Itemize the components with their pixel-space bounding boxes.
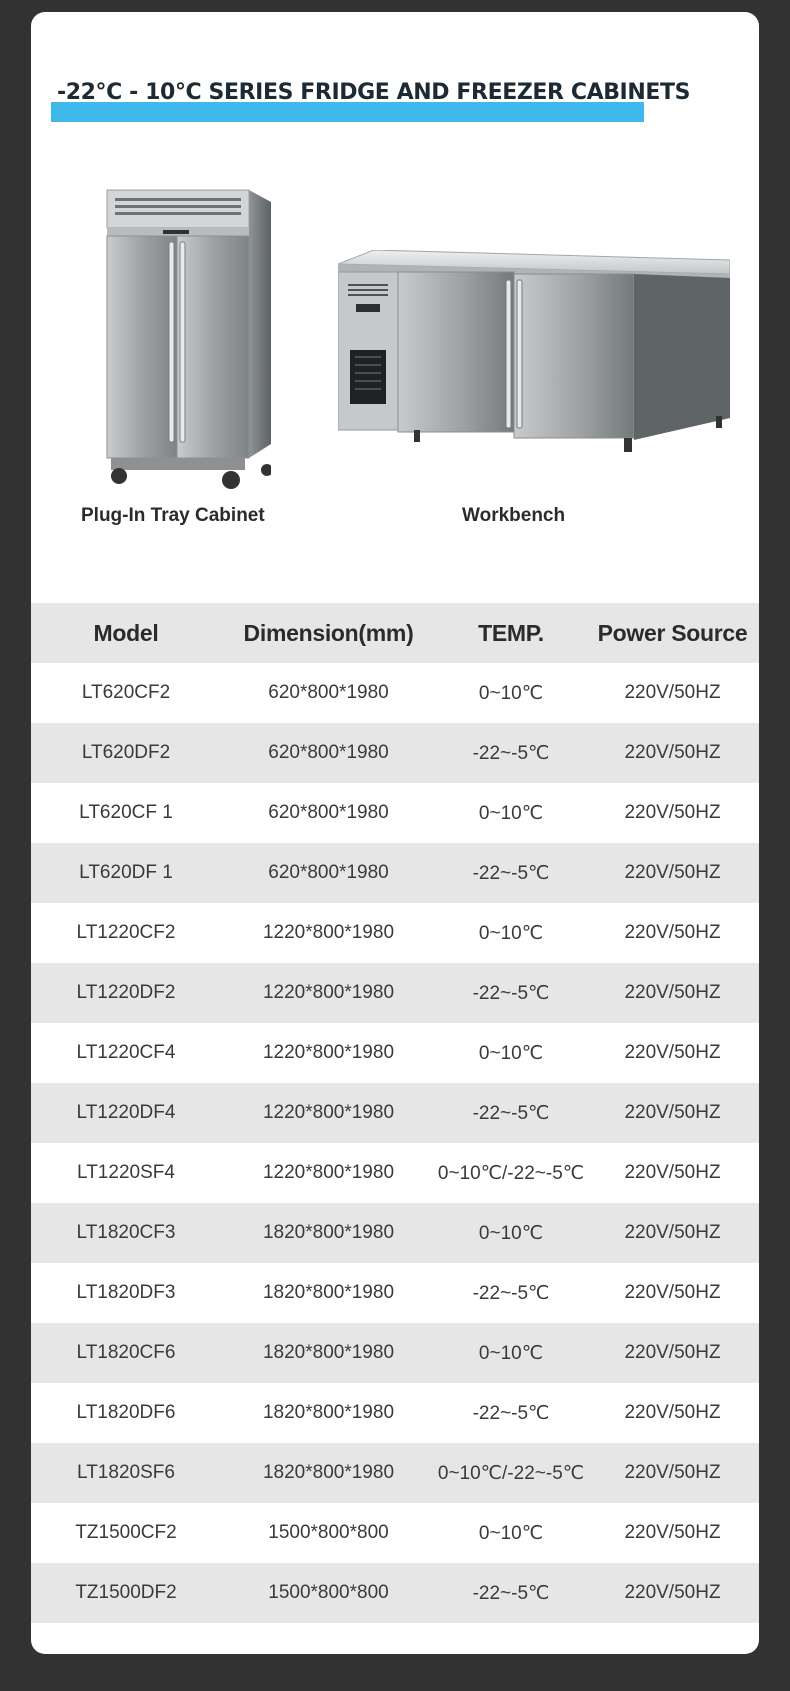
cell-dimension: 620*800*1980	[221, 723, 436, 783]
cell-model: LT620CF 1	[31, 783, 221, 843]
cell-temp: 0~10℃	[436, 663, 586, 723]
cell-power-source: 220V/50HZ	[586, 1563, 759, 1623]
table-row	[31, 663, 759, 723]
table-row	[31, 963, 759, 1023]
cell-dimension: 1820*800*1980	[221, 1263, 436, 1323]
table-row	[31, 1083, 759, 1143]
title-block	[51, 78, 690, 108]
cell-dimension: 1820*800*1980	[221, 1203, 436, 1263]
table-row	[31, 723, 759, 783]
header-temp: TEMP.	[436, 603, 586, 663]
cell-temp: -22~-5℃	[436, 723, 586, 783]
spec-table	[31, 603, 759, 1623]
cell-power-source: 220V/50HZ	[586, 723, 759, 783]
cell-dimension: 1820*800*1980	[221, 1383, 436, 1443]
cell-power-source: 220V/50HZ	[586, 663, 759, 723]
cell-temp: 0~10℃/-22~-5℃	[436, 1443, 586, 1503]
header-model: Model	[31, 603, 221, 663]
product-caption-tray-cabinet: Plug-In Tray Cabinet	[81, 505, 265, 526]
cell-model: LT1820DF6	[31, 1383, 221, 1443]
table-row	[31, 1263, 759, 1323]
table-header-row	[31, 603, 759, 663]
cell-temp: -22~-5℃	[436, 1563, 586, 1623]
cell-power-source: 220V/50HZ	[586, 1263, 759, 1323]
cell-temp: 0~10℃	[436, 1323, 586, 1383]
cell-dimension: 1820*800*1980	[221, 1323, 436, 1383]
cell-model: LT620DF2	[31, 723, 221, 783]
cell-dimension: 1500*800*800	[221, 1563, 436, 1623]
cell-power-source: 220V/50HZ	[586, 1023, 759, 1083]
product-caption-workbench: Workbench	[462, 505, 566, 526]
upright-two-door-cabinet-icon	[71, 174, 271, 494]
cell-temp: -22~-5℃	[436, 843, 586, 903]
cell-dimension: 1500*800*800	[221, 1503, 436, 1563]
workbench-image	[338, 250, 730, 490]
cell-dimension: 620*800*1980	[221, 843, 436, 903]
under-counter-workbench-fridge-icon	[338, 250, 730, 490]
cell-model: LT1220CF4	[31, 1023, 221, 1083]
cell-temp: -22~-5℃	[436, 1383, 586, 1443]
table-body	[31, 663, 759, 1623]
cell-temp: 0~10℃	[436, 903, 586, 963]
cell-model: LT1220SF4	[31, 1143, 221, 1203]
cell-model: LT620DF 1	[31, 843, 221, 903]
table-row	[31, 1383, 759, 1443]
table-row	[31, 1563, 759, 1623]
header-dimension: Dimension(mm)	[221, 603, 436, 663]
cell-model: LT1220DF4	[31, 1083, 221, 1143]
table-row	[31, 903, 759, 963]
cell-power-source: 220V/50HZ	[586, 783, 759, 843]
table-row	[31, 1503, 759, 1563]
cell-power-source: 220V/50HZ	[586, 1203, 759, 1263]
header-power-source: Power Source	[586, 603, 759, 663]
cell-power-source: 220V/50HZ	[586, 903, 759, 963]
cell-model: TZ1500DF2	[31, 1563, 221, 1623]
cell-power-source: 220V/50HZ	[586, 963, 759, 1023]
cell-temp: 0~10℃	[436, 783, 586, 843]
cell-dimension: 620*800*1980	[221, 783, 436, 843]
table-row	[31, 843, 759, 903]
cell-temp: -22~-5℃	[436, 1083, 586, 1143]
cell-model: TZ1500CF2	[31, 1503, 221, 1563]
cell-temp: -22~-5℃	[436, 1263, 586, 1323]
table-row	[31, 1023, 759, 1083]
upright-cabinet-image	[71, 174, 271, 494]
cell-temp: -22~-5℃	[436, 963, 586, 1023]
cell-power-source: 220V/50HZ	[586, 1083, 759, 1143]
cell-power-source: 220V/50HZ	[586, 1503, 759, 1563]
cell-dimension: 1220*800*1980	[221, 1083, 436, 1143]
cell-power-source: 220V/50HZ	[586, 1143, 759, 1203]
cell-model: LT620CF2	[31, 663, 221, 723]
cell-power-source: 220V/50HZ	[586, 843, 759, 903]
spec-card	[31, 12, 759, 1654]
cell-temp: 0~10℃/-22~-5℃	[436, 1143, 586, 1203]
cell-model: LT1220CF2	[31, 903, 221, 963]
cell-model: LT1820CF3	[31, 1203, 221, 1263]
cell-dimension: 620*800*1980	[221, 663, 436, 723]
cell-power-source: 220V/50HZ	[586, 1323, 759, 1383]
table-row	[31, 1443, 759, 1503]
cell-temp: 0~10℃	[436, 1023, 586, 1083]
page-title: -22°C - 10°C SERIES FRIDGE AND FREEZER CABINETS	[57, 80, 691, 105]
cell-power-source: 220V/50HZ	[586, 1443, 759, 1503]
cell-model: LT1220DF2	[31, 963, 221, 1023]
cell-model: LT1820SF6	[31, 1443, 221, 1503]
cell-dimension: 1220*800*1980	[221, 903, 436, 963]
cell-dimension: 1220*800*1980	[221, 1023, 436, 1083]
cell-temp: 0~10℃	[436, 1503, 586, 1563]
table-row	[31, 1323, 759, 1383]
cell-model: LT1820CF6	[31, 1323, 221, 1383]
table-row	[31, 1203, 759, 1263]
cell-dimension: 1220*800*1980	[221, 1143, 436, 1203]
table-row	[31, 1143, 759, 1203]
cell-dimension: 1220*800*1980	[221, 963, 436, 1023]
cell-temp: 0~10℃	[436, 1203, 586, 1263]
cell-model: LT1820DF3	[31, 1263, 221, 1323]
table-row	[31, 783, 759, 843]
cell-power-source: 220V/50HZ	[586, 1383, 759, 1443]
cell-dimension: 1820*800*1980	[221, 1443, 436, 1503]
